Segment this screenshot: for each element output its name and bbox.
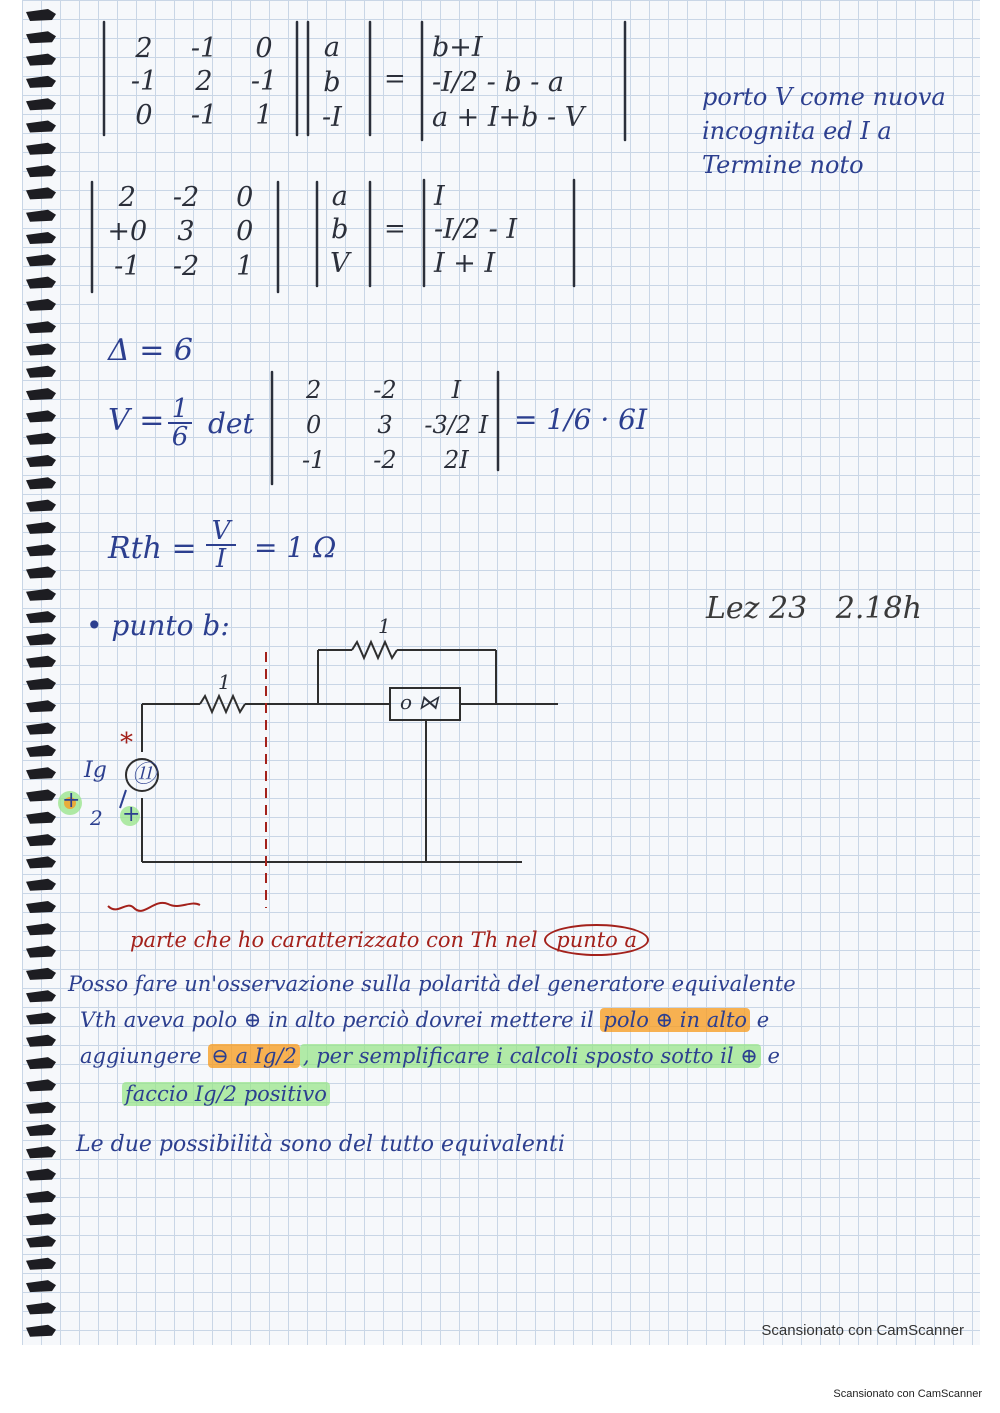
delta-value: Δ = 6 bbox=[108, 333, 193, 368]
source-star: * bbox=[120, 728, 133, 758]
det-cell: 3 bbox=[377, 410, 393, 439]
m2-cell: -2 bbox=[172, 251, 200, 283]
matrix-1-equals: = bbox=[384, 64, 406, 94]
m1-cell: -1 bbox=[190, 33, 218, 65]
rth-result: = 1 Ω bbox=[254, 531, 337, 564]
m1-cell: 2 bbox=[135, 33, 153, 65]
m1-cell: 2 bbox=[195, 66, 213, 98]
paragraph-line-3-text: aggiungere bbox=[80, 1044, 202, 1068]
det-cell: -2 bbox=[373, 446, 397, 475]
footer-caption: Scansionato con CamScanner bbox=[833, 1388, 982, 1400]
meter-label: o ⋈ bbox=[400, 690, 439, 714]
det-cell: 0 bbox=[306, 410, 322, 439]
m1-unknown: b bbox=[323, 67, 341, 98]
m1-rhs: b+I bbox=[432, 32, 483, 63]
matrix-2-equals: = bbox=[384, 214, 406, 244]
m1-cell: 0 bbox=[255, 33, 273, 65]
det-cell: -2 bbox=[373, 375, 397, 404]
resistor-top-zigzag bbox=[352, 642, 397, 658]
resistor-left-label: 1 bbox=[218, 670, 231, 694]
m2-cell: 3 bbox=[177, 216, 195, 248]
m1-cell: 0 bbox=[135, 99, 153, 131]
notebook-page bbox=[22, 0, 980, 1345]
m2-cell: 2 bbox=[118, 181, 136, 213]
rth-prefix: Rth = bbox=[108, 531, 197, 566]
m1-unknown: -I bbox=[322, 102, 342, 133]
det-cell: -3/2 I bbox=[424, 410, 489, 439]
m2-unknown: b bbox=[331, 214, 349, 246]
scanner-watermark: Scansionato con CamScanner bbox=[761, 1322, 964, 1339]
red-note-circled: punto a bbox=[544, 924, 649, 956]
highlight-polo-in-alto: polo ⊕ in alto bbox=[600, 1008, 750, 1032]
red-note-text: parte che ho caratterizzato con Th nel bbox=[130, 928, 538, 952]
m2-rhs: -I/2 - I bbox=[434, 214, 518, 246]
m2-cell: +0 bbox=[107, 216, 148, 248]
m1-unknown: a bbox=[323, 32, 340, 63]
m1-cell: 1 bbox=[255, 99, 273, 131]
m1-cell: -1 bbox=[190, 99, 218, 131]
highlight-ig2-positivo: faccio Ig/2 positivo bbox=[122, 1082, 330, 1106]
highlight-minus-ig2: ⊖ a Ig/2 bbox=[208, 1044, 300, 1068]
rth-den: I bbox=[215, 544, 227, 574]
source-symbol: ⑪ bbox=[132, 760, 156, 788]
m2-cell: 0 bbox=[236, 181, 254, 213]
m2-cell: 0 bbox=[236, 216, 254, 248]
m1-cell: -1 bbox=[130, 66, 158, 98]
paragraph-line-2 bbox=[80, 1010, 769, 1031]
source-plus-left: + bbox=[62, 788, 81, 813]
red-squiggle bbox=[108, 903, 200, 911]
highlight-semplificare: , per semplificare i calcoli sposto sotto il ⊕ bbox=[300, 1044, 761, 1068]
v-frac-den: 6 bbox=[171, 422, 189, 452]
m2-unknown: a bbox=[331, 181, 348, 213]
source-label-num: Ig bbox=[84, 758, 107, 783]
paragraph-line-5: Le due possibilità sono del tutto equivalenti bbox=[76, 1132, 565, 1157]
m2-unknown: V bbox=[330, 247, 350, 279]
m2-cell: 1 bbox=[236, 251, 254, 283]
paragraph-line-3-end: e bbox=[767, 1044, 780, 1068]
m1-rhs: -I/2 - b - a bbox=[432, 67, 565, 98]
paragraph-line-2-text: Vth aveva polo ⊕ in alto perciò dovrei mettere il bbox=[80, 1008, 594, 1032]
source-label-den: 2 bbox=[90, 806, 103, 830]
m1-rhs: a + I+b - V bbox=[432, 102, 585, 133]
v-frac-num: 1 bbox=[168, 396, 192, 424]
red-note bbox=[130, 930, 649, 951]
det-cell: 2 bbox=[306, 375, 322, 404]
m2-cell: -1 bbox=[114, 251, 141, 283]
paragraph-line-4 bbox=[122, 1084, 330, 1105]
det-cell: I bbox=[451, 375, 462, 404]
v-prefix: V = bbox=[108, 403, 165, 438]
resistor-left-zigzag bbox=[200, 696, 245, 712]
m2-cell: -2 bbox=[172, 181, 200, 213]
det-cell: -1 bbox=[301, 446, 326, 475]
paragraph-line-2-end: e bbox=[756, 1008, 770, 1032]
side-note-line: porto V come nuova bbox=[702, 83, 946, 111]
v-result: = 1/6 · 6I bbox=[514, 403, 647, 436]
det-cell: 2I bbox=[443, 446, 469, 475]
side-note-line: Termine noto bbox=[702, 151, 864, 179]
m1-cell: -1 bbox=[250, 66, 278, 98]
source-plus-right: + bbox=[122, 802, 141, 827]
paragraph-line-1: Posso fare un'osservazione sulla polarità del generatore equivalente bbox=[68, 972, 796, 996]
paragraph-line-3 bbox=[80, 1046, 780, 1067]
det-label: det bbox=[208, 407, 254, 440]
section-title: • punto b: bbox=[86, 609, 230, 642]
m2-rhs: I bbox=[434, 181, 445, 213]
lecture-reference: Lez 23 2.18h bbox=[706, 591, 922, 626]
rth-num: V bbox=[206, 518, 236, 546]
resistor-top-label: 1 bbox=[378, 614, 391, 638]
side-note-line: incognita ed I a bbox=[702, 117, 892, 145]
m2-rhs: I + I bbox=[434, 247, 496, 279]
